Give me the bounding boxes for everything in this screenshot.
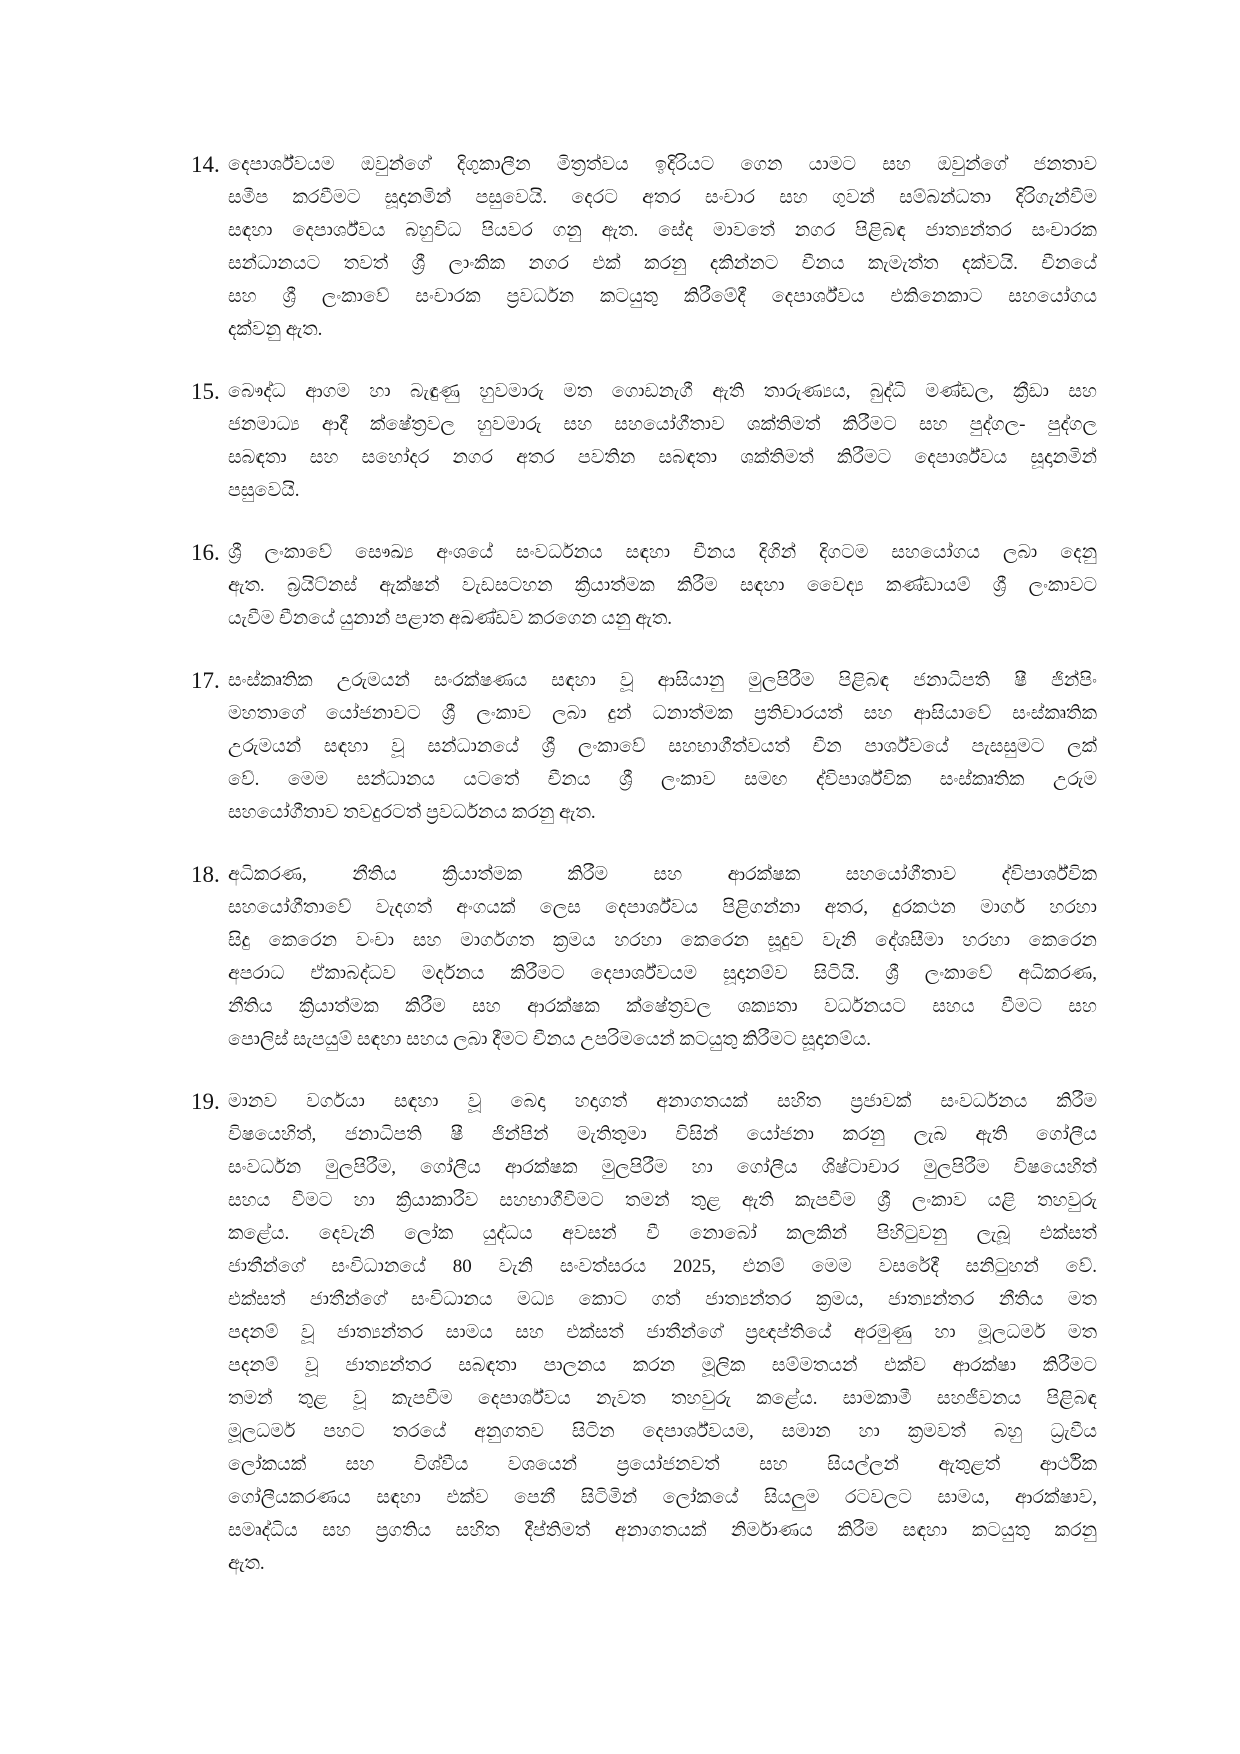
clause-line: මානව වර්ගයා සඳහා වූ බෙදා හදාගත් අනාගතයක් සහිත ප්‍රජාවක් සංවර්ධනය කිරීම — [228, 1091, 1097, 1112]
clause-line: දෙපාර්ශ්වයම ඔවුන්ගේ දිගුකාලීන මිත්‍රත්වය ඉදිරියට ගෙන යාමට සහ ඔවුන්ගේ ජනතාව — [228, 154, 1097, 175]
clause-line: විෂයෙහිත්, ජනාධිපති ෂී ජින්පින් මැතිතුමා විසින් යෝජනා කරනු ලැබ ඇති ගෝලීය — [228, 1124, 1097, 1145]
clause-line: ශ්‍රී ලංකාවේ සෞඛ්‍ය අංශයේ සංවර්ධනය සඳහා චීනය දිගින් දිගටම සහයෝගය ලබා දෙනු — [228, 542, 1097, 563]
clause-line: ජාතීන්ගේ සංවිධානයේ 80 වැනි සංවත්සරය 2025, එනම් මෙම වසරේදී සනිටුහන් වේ. — [228, 1256, 1097, 1277]
clause-text — [228, 1085, 1097, 1580]
clause-line: එක්සත් ජාතීන්ගේ සංවිධානය මධ්‍ය කොට ගත් ජාත්‍යන්තර ක්‍රමය, ජාත්‍යන්තර නීතිය මත — [228, 1289, 1097, 1310]
clause-line: සහයෝගීතාවේ වැදගත් අංගයක් ලෙස දෙපාර්ශ්වය පිළිගන්නා අතර, දුරකථන මාර්ග හරහා — [228, 897, 1097, 918]
clause-line: පදනම් වූ ජාත්‍යන්තර සාමය සහ එක්සත් ජාතීන්ගේ ප්‍රඥප්තියේ අරමුණු හා මූලධර්ම මත — [228, 1322, 1097, 1343]
clause-text — [228, 536, 1097, 635]
clause-line: තමන් තුළ වූ කැපවීම දෙපාර්ශ්වය නැවත තහවුරු කළේය. සාමකාමී සහජීවනය පිළිබඳ — [228, 1388, 1097, 1409]
clause-line: සඳහා දෙපාර්ශ්වය බහුවිධ පියවර ගනු ඇත. සේද මාවතේ නගර පිළිබඳ ජාත්‍යන්තර සංචාරක — [228, 220, 1097, 241]
clause-number: 15. — [191, 379, 220, 404]
clause-line: අධිකරණ, නීතිය ක්‍රියාත්මක කිරීම සහ ආරක්ෂක සහයෝගීතාව ද්විපාර්ශ්වික — [228, 864, 1097, 885]
clause-line: උරුමයන් සඳහා වූ සන්ධානයේ ශ්‍රී ලංකාවේ සහභාගීත්වයත් චීන පාර්ශ්වයේ පැසසුමට ලක් — [228, 736, 1097, 757]
clause-text — [228, 858, 1097, 1056]
clause-line: ලෝකයක් සහ විශ්වීය වශයෙන් ප්‍රයෝජනවත් සහ සියල්ලන් ඇතුළත් ආර්ථික — [228, 1454, 1097, 1475]
clause-line: සහ ශ්‍රී ලංකාවේ සංචාරක ප්‍රවර්ධන කටයුතු කිරීමේදී දෙපාර්ශ්වය එකිනෙකාට සහයෝගය — [228, 286, 1097, 307]
clause-line: සංස්කෘතික උරුමයන් සංරක්ෂණය සඳහා වූ ආසියානු මුලපිරීම පිළිබඳ ජනාධිපති ෂී ජින්පිං — [228, 670, 1097, 691]
clause-17 — [191, 664, 1097, 829]
clause-number: 16. — [191, 540, 220, 565]
clause-number: 18. — [191, 862, 220, 887]
clause-line: සහය වීමට හා ක්‍රියාකාරීව සහභාගීවීමට තමන් තුළ ඇති කැපවීම ශ්‍රී ලංකාව යළි තහවුරු — [228, 1190, 1097, 1211]
clause-number: 17. — [191, 668, 220, 693]
clause-18 — [191, 858, 1097, 1056]
clause-line: ඇත. — [228, 1553, 265, 1574]
clause-list — [191, 148, 1097, 1580]
clause-14 — [191, 148, 1097, 346]
clause-line: බෞද්ධ ආගම හා බැඳුණු හුවමාරු මත ගොඩනැගී ඇති තාරුණ්‍යය, බුද්ධි මණ්ඩල, ක්‍රීඩා සහ — [228, 381, 1097, 402]
clause-line: පදනම් වූ ජාත්‍යන්තර සබඳතා පාලනය කරන මූලික සම්මතයන් එක්ව ආරක්ෂා කිරීමට — [228, 1355, 1097, 1376]
clause-text — [228, 664, 1097, 829]
clause-text — [228, 375, 1097, 507]
clause-line: ගෝලීයකරණය සඳහා එක්ව පෙනී සිටිමින් ලෝකයේ සියලුම රටවලට සාමය, ආරක්ෂාව, — [228, 1487, 1097, 1508]
clause-line: සංවර්ධන මුලපිරීම, ගෝලීය ආරක්ෂක මුලපිරීම හා ගෝලීය ශිෂ්ටාචාර මුලපිරීම විෂයෙහිත් — [228, 1157, 1097, 1178]
clause-line: කළේය. දෙවැනි ලෝක යුද්ධය අවසන් වී නොබෝ කලකින් පිහිටුවනු ලැබූ එක්සත් — [228, 1223, 1097, 1244]
clause-line: අපරාධ ඒකාබද්ධව මර්දනය කිරීමට දෙපාර්ශ්වයම සූදානම්ව සිටියි. ශ්‍රී ලංකාවේ අධිකරණ, — [228, 963, 1097, 984]
clause-line: ඇත. බ්‍රයිට්නස් ඇක්ෂන් වැඩසටහන ක්‍රියාත්මක කිරීම සඳහා වෛද්‍ය කණ්ඩායම් ශ්‍රී ලංකාවට — [228, 575, 1097, 596]
clause-line: ජනමාධ්‍ය ආදී ක්ෂේත්‍රවල හුවමාරු සහ සහයෝගීතාව ශක්තිමත් කිරීමට සහ පුද්ගල- පුද්ගල — [228, 414, 1097, 435]
clause-line: සහයෝගීතාව තවදුරටත් ප්‍රවර්ධනය කරනු ඇත. — [228, 802, 596, 823]
clause-line: සමීප කරවීමට සූදානමින් පසුවෙයි. දෙරට අතර සංචාර සහ ගුවන් සම්බන්ධතා දිරිගැන්වීම — [228, 187, 1097, 208]
clause-line: දක්වනු ඇත. — [228, 319, 323, 340]
clause-number: 14. — [191, 152, 220, 177]
clause-16 — [191, 536, 1097, 635]
clause-number: 19. — [191, 1089, 220, 1114]
clause-line: මහතාගේ යෝජනාවට ශ්‍රී ලංකාව ලබා දුන් ධනාත්මක ප්‍රතිචාරයත් සහ ආසියාවේ සංස්කෘතික — [228, 703, 1097, 724]
clause-line: යැවීම චීනයේ යුනාන් පළාත අඛණ්ඩව කරගෙන යනු ඇත. — [228, 608, 673, 629]
clause-line: වේ. මෙම සන්ධානය යටතේ චීනය ශ්‍රී ලංකාව සමඟ ද්විපාර්ශ්වික සංස්කෘතික උරුම — [228, 769, 1097, 790]
clause-line: නීතිය ක්‍රියාත්මක කිරීම සහ ආරක්ෂක ක්ෂේත්‍රවල ශක්‍යතා වර්ධනයට සහය වීමට සහ — [228, 996, 1097, 1017]
clause-line: සබඳතා සහ සහෝදර නගර අතර පවතින සබඳතා ශක්තිමත් කිරීමට දෙපාර්ශ්වය සූදානමින් — [228, 447, 1097, 468]
clause-19 — [191, 1085, 1097, 1580]
clause-line: පසුවෙයි. — [228, 480, 300, 501]
clause-line: සන්ධානයට තවත් ශ්‍රී ලාංකික නගර එක් කරනු දකින්නට චීනය කැමැත්ත දක්වයි. චීනයේ — [228, 253, 1097, 274]
clause-text — [228, 148, 1097, 346]
clause-15 — [191, 375, 1097, 507]
clause-line: මූලධර්ම පහට තරයේ අනුගතව සිටින දෙපාර්ශ්වයම, සමාන හා ක්‍රමවත් බහු ධ්‍රැවීය — [228, 1421, 1097, 1442]
clause-line: පොලිස් සැපයුම් සඳහා සහය ලබා දීමට චීනය උපරිමයෙන් කටයුතු කිරීමට සූදානම්ය. — [228, 1029, 872, 1050]
clause-line: සිදු කෙරෙන වංචා සහ මාර්ගගත ක්‍රමය හරහා කෙරෙන සූදුව වැනි දේශසීමා හරහා කෙරෙන — [228, 930, 1097, 951]
clause-line: සමෘද්ධිය සහ ප්‍රගතිය සහිත දීප්තිමත් අනාගතයක් නිර්මාණය කිරීම සඳහා කටයුතු කරනු — [228, 1520, 1097, 1541]
